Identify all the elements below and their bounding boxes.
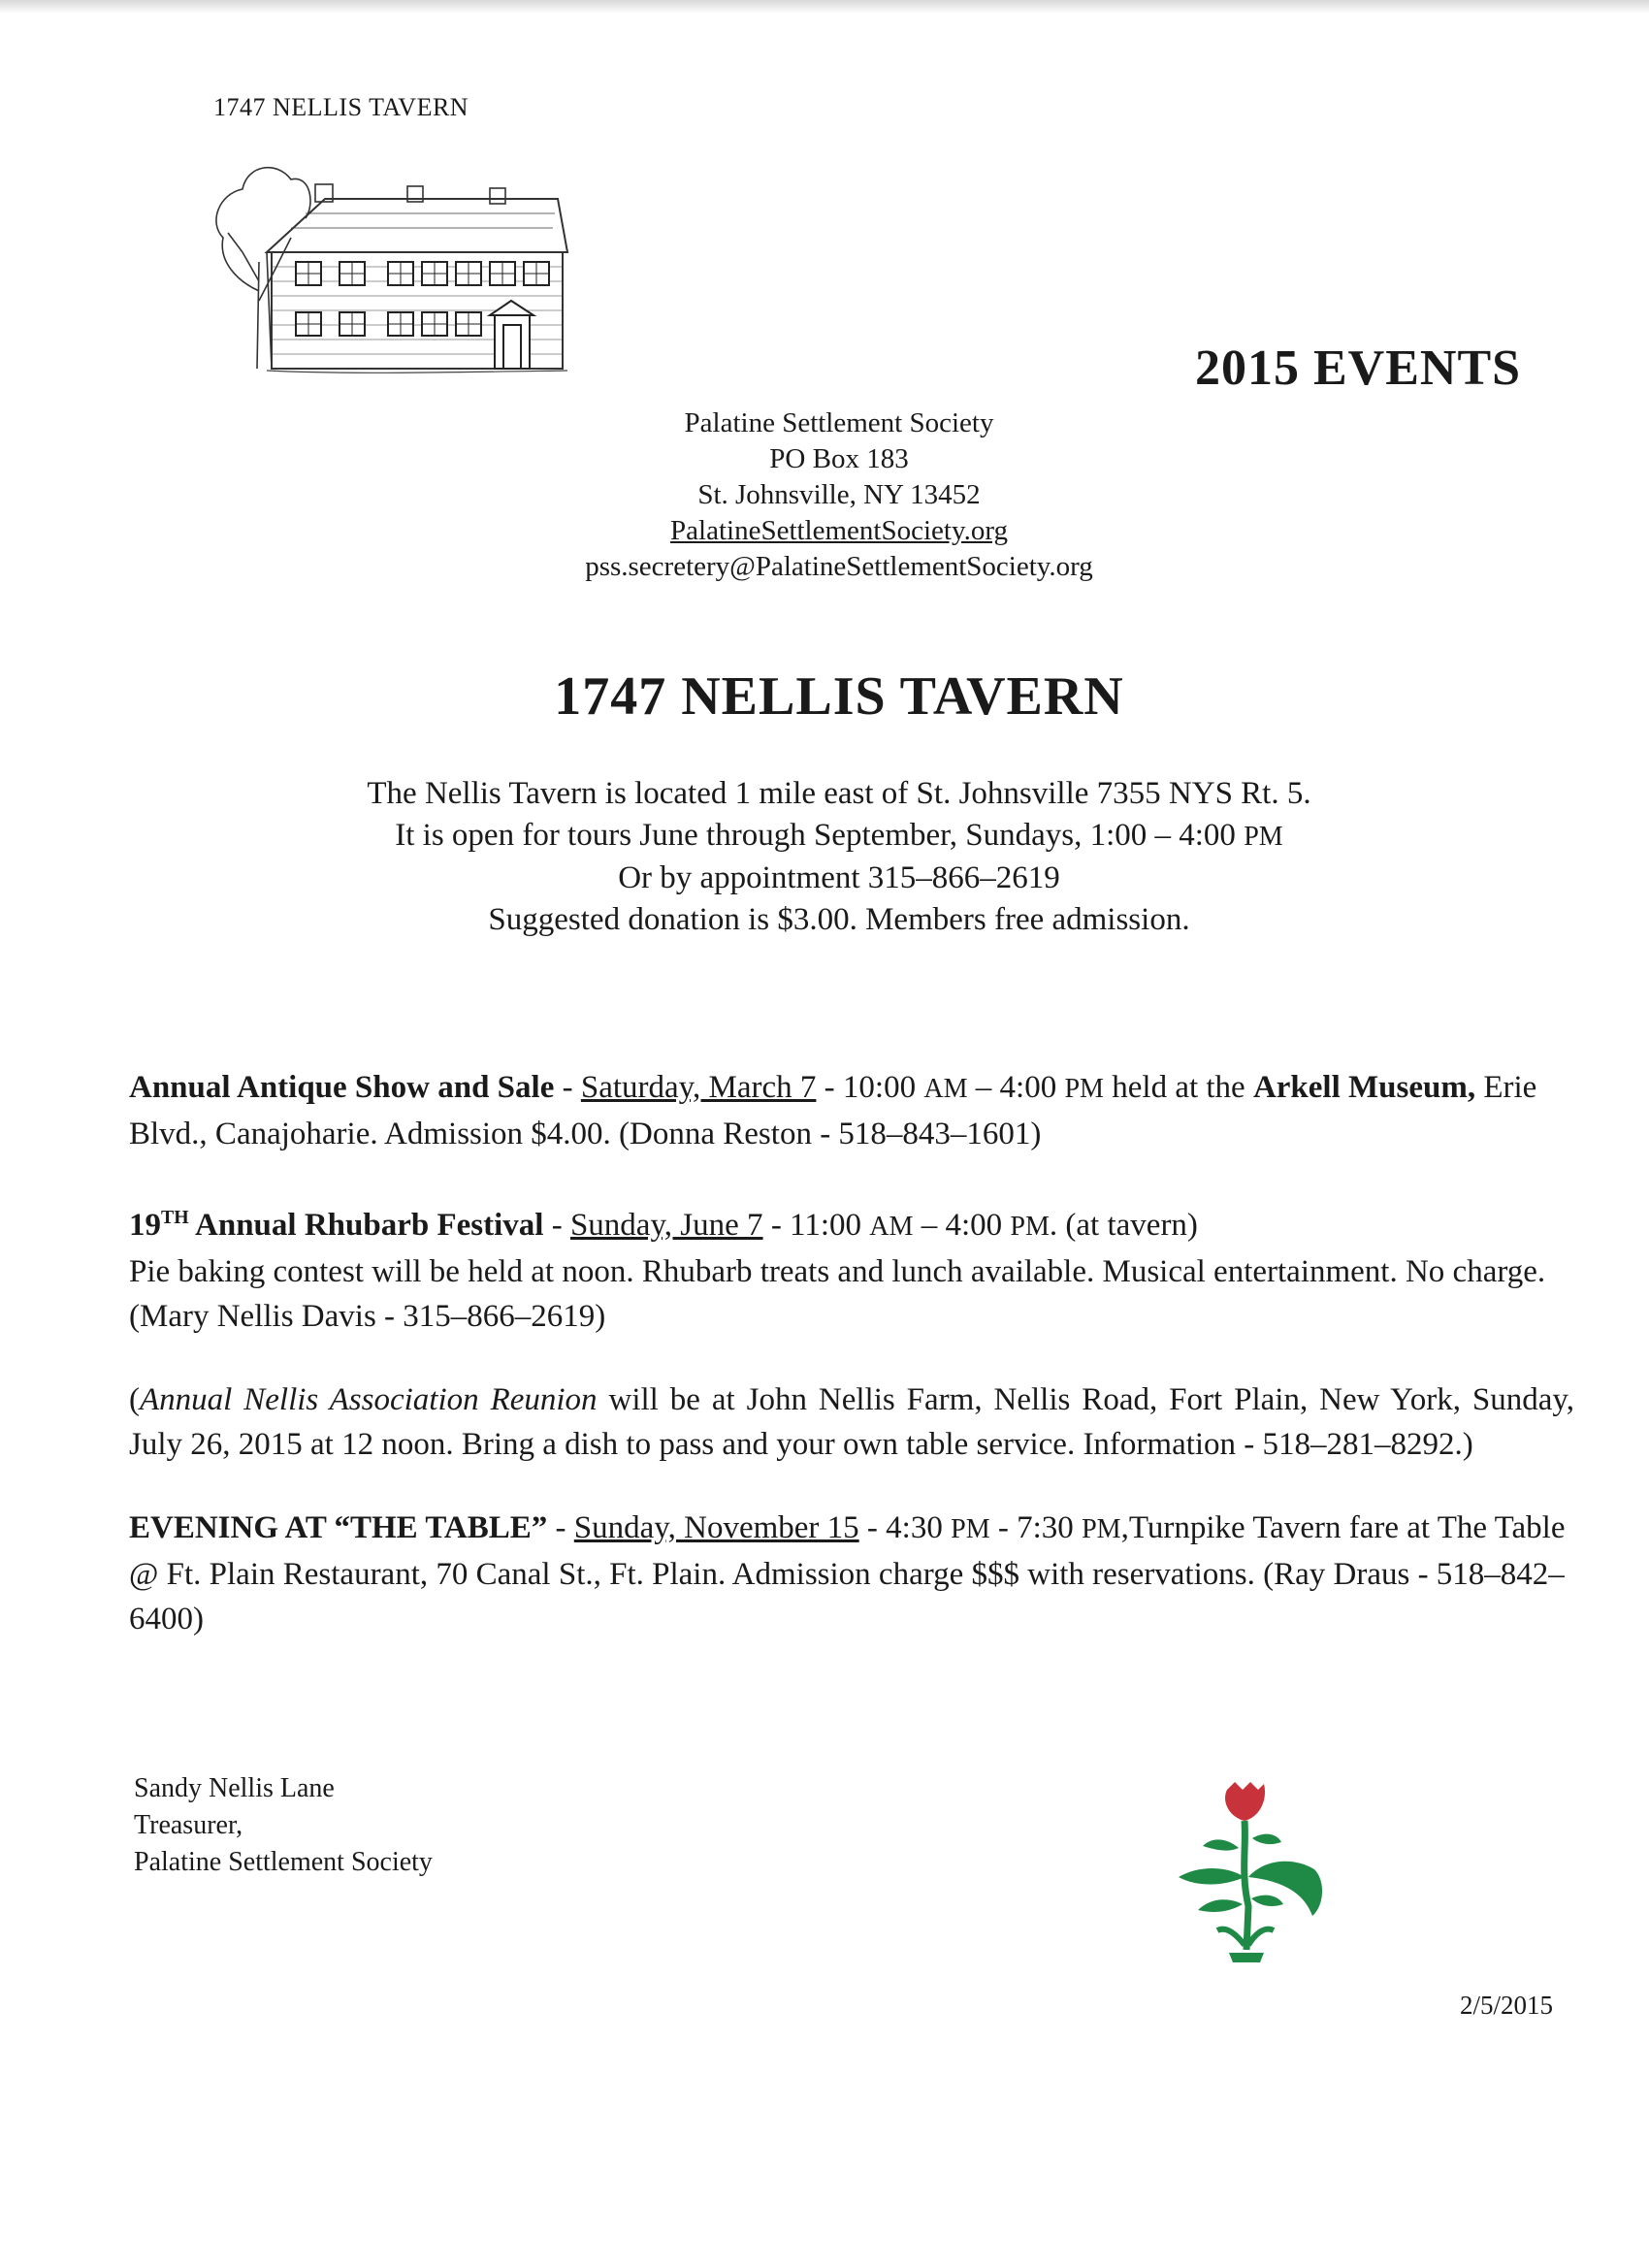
address-po-box: PO Box 183 xyxy=(769,443,909,474)
address-org: Palatine Settlement Society xyxy=(684,407,994,438)
thistle-flower-icon xyxy=(1159,1780,1329,1974)
signature-org: Palatine Settlement Society xyxy=(134,1847,433,1877)
event-time: - 10:00 xyxy=(816,1070,924,1105)
address-city: St. Johnsville, NY 13452 xyxy=(697,479,981,510)
signature-name: Sandy Nellis Lane xyxy=(134,1773,335,1803)
event-title: Annual Rhubarb Festival xyxy=(188,1208,544,1243)
events-title: 2015 EVENTS xyxy=(1195,340,1522,396)
event-details: ,Turnpike Tavern fare at The Table @ Ft. Plain Restaurant, 70 Canal St., Ft. Plain. Admission charge $$$ with reservations. (Ray Draus - 518–842–6400) xyxy=(129,1510,1566,1636)
event-number: 19 xyxy=(129,1208,161,1243)
event-time: - 11:00 xyxy=(762,1208,870,1243)
event-date: Sunday, June 7 xyxy=(569,1208,763,1243)
event-details: Erie Blvd., Canajoharie. Admission $4.00. (Donna Reston - 518–843–1601) xyxy=(129,1070,1537,1151)
email-address[interactable]: pss.secretery@PalatineSettlementSociety.org xyxy=(585,551,1093,582)
events-list xyxy=(129,1065,1574,1680)
event-title: Annual Antique Show and Sale xyxy=(129,1070,555,1105)
address-block xyxy=(485,405,1193,585)
event-time: – 4:00 xyxy=(913,1208,1011,1243)
signature-block xyxy=(134,1770,433,1881)
separator: - xyxy=(554,1070,581,1105)
scan-edge xyxy=(0,0,1649,14)
event-location: . (at tavern) xyxy=(1049,1208,1198,1243)
intro-line-hours xyxy=(223,815,1455,858)
header-label: 1747 NELLIS TAVERN xyxy=(213,93,469,121)
event-text: held at the xyxy=(1104,1070,1253,1105)
intro-hours-pm: PM xyxy=(1244,822,1283,852)
intro-block xyxy=(223,773,1455,941)
time-am: AM xyxy=(923,1074,968,1104)
paren-open: ( xyxy=(129,1382,140,1417)
separator: - xyxy=(547,1510,574,1545)
event-date: Sunday, November 15 xyxy=(573,1510,859,1545)
separator: - xyxy=(543,1208,570,1243)
time-pm: PM xyxy=(1064,1074,1104,1104)
footer-date: 2/5/2015 xyxy=(1460,1991,1554,2020)
main-title: 1747 NELLIS TAVERN xyxy=(554,666,1124,727)
website-link[interactable]: PalatineSettlementSociety.org xyxy=(670,515,1008,546)
event-evening-at-the-table xyxy=(129,1506,1574,1641)
intro-line-donation: Suggested donation is $3.00. Members free admission. xyxy=(488,902,1190,937)
time-am: AM xyxy=(869,1212,914,1242)
time-pm: PM xyxy=(1082,1514,1121,1544)
signature-role: Treasurer, xyxy=(134,1810,243,1840)
intro-line-location: The Nellis Tavern is located 1 mile east of St. Johnsville 7355 NYS Rt. 5. xyxy=(367,776,1311,811)
event-time: - 7:30 xyxy=(989,1510,1083,1545)
event-reunion xyxy=(129,1377,1574,1467)
event-venue: Arkell Museum, xyxy=(1252,1070,1476,1105)
event-title: Annual Nellis Association Reunion xyxy=(140,1382,598,1417)
time-pm: PM xyxy=(1010,1212,1050,1242)
tavern-drawing-icon xyxy=(199,146,577,378)
event-date: Saturday, March 7 xyxy=(580,1070,817,1105)
event-title: EVENING AT “THE TABLE” xyxy=(129,1510,548,1545)
event-time: – 4:00 xyxy=(967,1070,1065,1105)
event-details: Pie baking contest will be held at noon. Rhubarb treats and lunch available. Musical entertainment. No charge. (Mary Nellis Davis - 315–866–2619) xyxy=(129,1254,1546,1334)
event-rhubarb-festival xyxy=(129,1195,1574,1339)
intro-hours-text: It is open for tours June through September, Sundays, 1:00 – 4:00 xyxy=(395,818,1245,853)
intro-line-appointment: Or by appointment 315–866–2619 xyxy=(618,860,1060,895)
event-time: - 4:30 xyxy=(858,1510,952,1545)
event-ordinal: TH xyxy=(161,1207,189,1228)
event-antique-show xyxy=(129,1065,1574,1156)
time-pm: PM xyxy=(951,1514,990,1544)
event-details: will be at John Nellis Farm, Nellis Road, Fort Plain, New York, Sunday, July 26, 2015 at 12 noon. Bring a dish to pass and your own table service. Information - 518–281–8292.) xyxy=(129,1382,1575,1462)
